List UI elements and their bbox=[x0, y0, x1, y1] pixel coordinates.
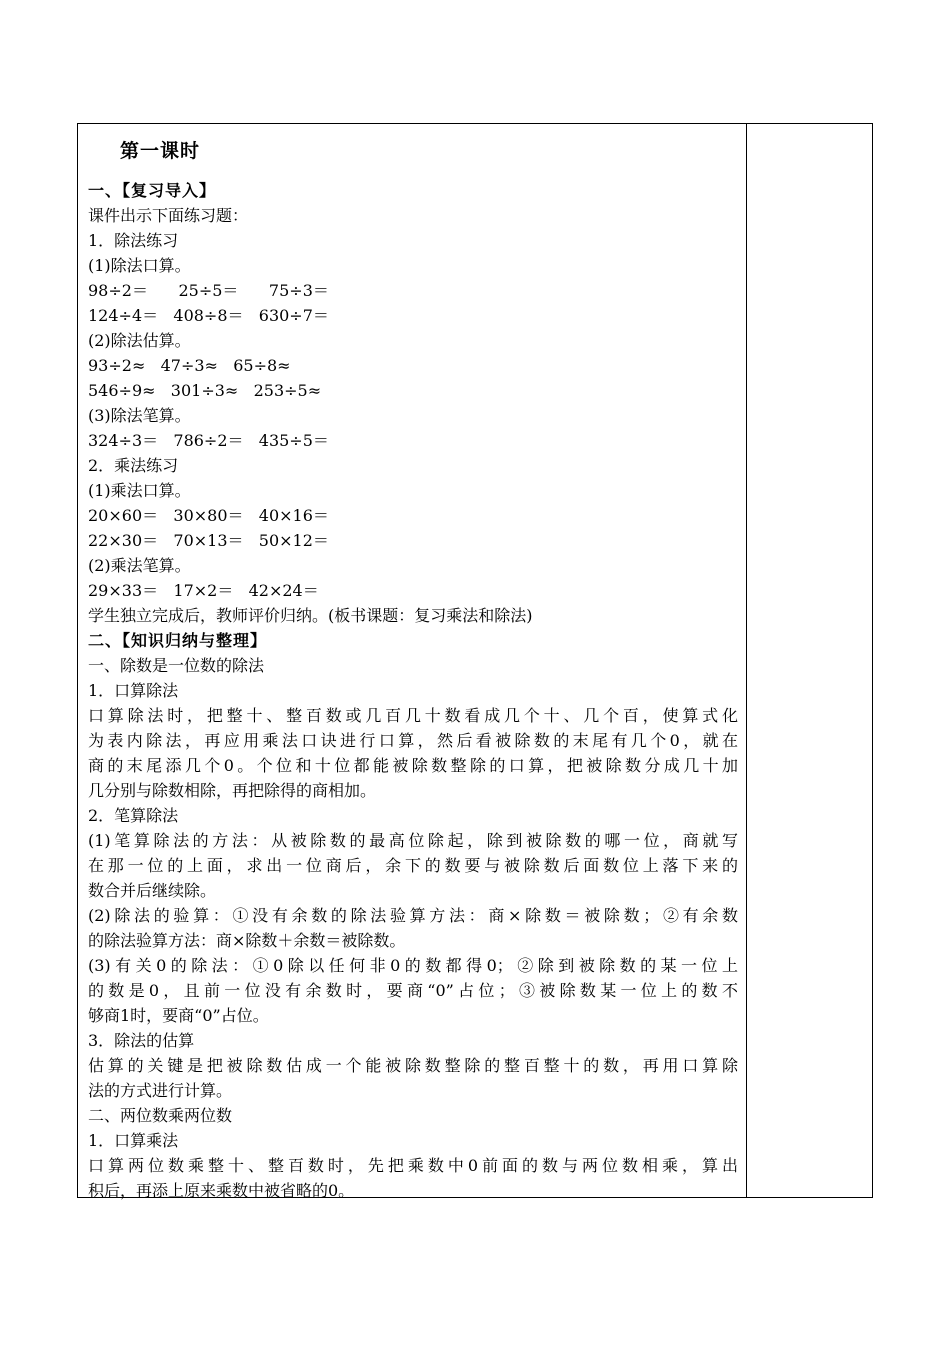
paragraph-line: 商的末尾添几个0。个位和十位都能被除数整除的口算，把被除数分成几十加 bbox=[88, 756, 738, 775]
paragraph-line: (2)除法的验算：①没有余数的除法验算方法：商×除数＝被除数；②有余数 bbox=[88, 906, 738, 925]
lesson-content-cell bbox=[88, 124, 738, 1203]
division-mental-row-1: 98÷2＝ 25÷5＝ 75÷3＝ bbox=[88, 281, 329, 300]
paragraph-line: 数合并后继续除。 bbox=[88, 881, 217, 900]
paragraph-line: 在那一位的上面，求出一位商后，余下的数要与被除数后面数位上落下来的 bbox=[88, 856, 738, 875]
division-estimate-title: 3．除法的估算 bbox=[88, 1031, 195, 1050]
oral-division-paragraph bbox=[88, 703, 738, 803]
multiplication-written-label: (2)乘法笔算。 bbox=[88, 556, 191, 575]
paragraph-line: 为表内除法，再应用乘法口诀进行口算，然后看被除数的末尾有几个0，就在 bbox=[88, 731, 738, 750]
written-method-paragraph bbox=[88, 828, 738, 903]
multiplication-mental-label: (1)乘法口算。 bbox=[88, 481, 191, 500]
section1-closing: 学生独立完成后，教师评价归纳。(板书课题：复习乘法和除法) bbox=[88, 606, 533, 625]
oral-division-title: 1．口算除法 bbox=[88, 681, 179, 700]
division-practice-title: 1．除法练习 bbox=[88, 231, 179, 250]
paragraph-line: 法的方式进行计算。 bbox=[88, 1081, 233, 1100]
division-written-label: (3)除法笔算。 bbox=[88, 406, 191, 425]
multiplication-practice-title: 2．乘法练习 bbox=[88, 456, 179, 475]
division-mental-row-2: 124÷4＝ 408÷8＝ 630÷7＝ bbox=[88, 306, 329, 325]
multiplication-mental-row-2: 22×30＝ 70×13＝ 50×12＝ bbox=[88, 531, 329, 550]
lesson-plan-table bbox=[77, 123, 873, 1198]
oral-multiplication-title: 1．口算乘法 bbox=[88, 1131, 179, 1150]
paragraph-line: 几分别与除数相除，再把除得的商相加。 bbox=[88, 781, 377, 800]
paragraph-line: 口算除法时，把整十、整百数或几百几十数看成几个十、几个百，使算式化 bbox=[88, 706, 738, 725]
paragraph-line: 积后，再添上原来乘数中被省略的0。 bbox=[88, 1181, 355, 1200]
notes-column-cell bbox=[747, 124, 872, 1197]
paragraph-line: 估算的关键是把被除数估成一个能被除数整除的整百整十的数，再用口算除 bbox=[88, 1056, 738, 1075]
paragraph-line: 够商1时，要商“0”占位。 bbox=[88, 1006, 269, 1025]
paragraph-line: 的除法验算方法：商×除数＋余数＝被除数。 bbox=[88, 931, 406, 950]
two-digit-multiplication-title: 二、两位数乘两位数 bbox=[88, 1106, 233, 1125]
division-estimate-paragraph bbox=[88, 1053, 738, 1103]
division-estimate-label: (2)除法估算。 bbox=[88, 331, 191, 350]
section2-heading: 二、【知识归纳与整理】 bbox=[88, 631, 268, 650]
lesson-title: 第一课时 bbox=[120, 140, 201, 162]
multiplication-mental-row-1: 20×60＝ 30×80＝ 40×16＝ bbox=[88, 506, 329, 525]
division-written-row-1: 324÷3＝ 786÷2＝ 435÷5＝ bbox=[88, 431, 329, 450]
paragraph-line: (3)有关0的除法：①0除以任何非0的数都得0；②除到被除数的某一位上 bbox=[88, 956, 738, 975]
written-division-title: 2．笔算除法 bbox=[88, 806, 179, 825]
section1-heading: 一、【复习导入】 bbox=[88, 181, 217, 200]
paragraph-line: 口算两位数乘整十、整百数时，先把乘数中0前面的数与两位数相乘，算出 bbox=[88, 1156, 738, 1175]
paragraph-line: 的数是0，且前一位没有余数时，要商“0”占位；③被除数某一位上的数不 bbox=[88, 981, 738, 1000]
division-estimate-row-2: 546÷9≈ 301÷3≈ 253÷5≈ bbox=[88, 381, 322, 400]
division-estimate-row-1: 93÷2≈ 47÷3≈ 65÷8≈ bbox=[88, 356, 291, 375]
division-check-paragraph bbox=[88, 903, 738, 953]
multiplication-written-row-1: 29×33＝ 17×2＝ 42×24＝ bbox=[88, 581, 319, 600]
oral-multiplication-paragraph bbox=[88, 1153, 738, 1203]
division-part-title: 一、除数是一位数的除法 bbox=[88, 656, 265, 675]
zero-division-paragraph bbox=[88, 953, 738, 1028]
division-mental-label: (1)除法口算。 bbox=[88, 256, 191, 275]
paragraph-line: (1)笔算除法的方法：从被除数的最高位除起，除到被除数的哪一位，商就写 bbox=[88, 831, 738, 850]
section1-intro: 课件出示下面练习题： bbox=[88, 206, 249, 225]
